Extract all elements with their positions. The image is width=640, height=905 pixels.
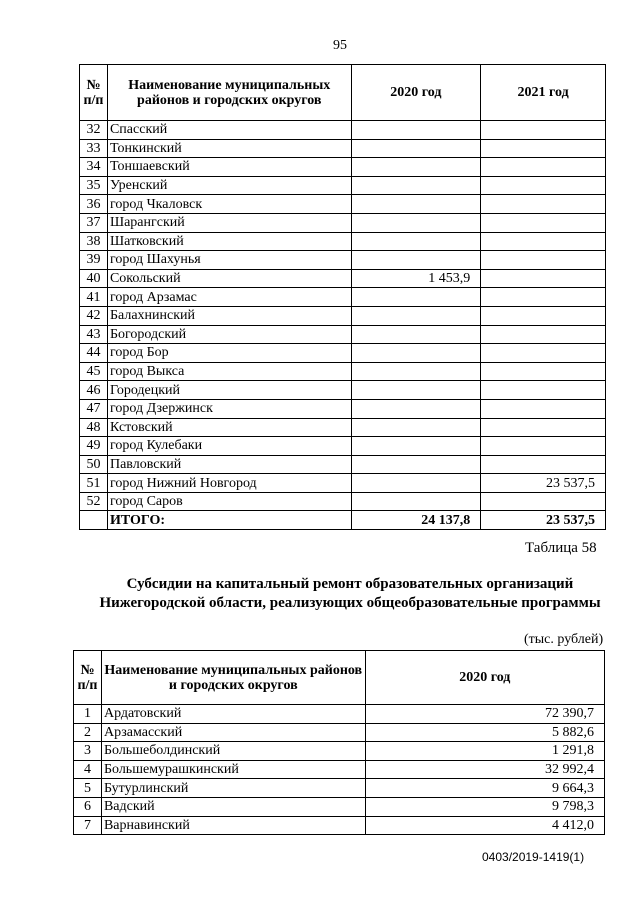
row-number: 45 [80,362,108,381]
value-2020 [351,362,481,381]
title-line-1: Субсидии на капитальный ремонт образовательных организаций [126,576,574,592]
row-number: 43 [80,325,108,344]
row-number: 41 [80,288,108,307]
value-2020 [351,418,481,437]
municipality-name: город Шахунья [107,251,351,270]
header-2020: 2020 год [365,651,604,705]
total-row [80,511,606,530]
value-2021 [481,399,606,418]
table-row [80,418,606,437]
row-number: 38 [80,232,108,251]
value-2021 [481,139,606,158]
table-row [80,288,606,307]
value-2020 [351,306,481,325]
row-number: 50 [80,455,108,474]
row-number: 1 [74,705,102,724]
value-2021 [481,344,606,363]
table-row [74,742,605,761]
municipality-name: Ардатовский [101,705,365,724]
value-2021 [481,325,606,344]
municipality-name: город Дзержинск [107,399,351,418]
value-2020 [351,344,481,363]
row-number: 4 [74,760,102,779]
value-2020 [351,492,481,511]
value-2020 [351,381,481,400]
value-2020 [351,325,481,344]
municipality-name: город Выкса [107,362,351,381]
value-2020 [351,195,481,214]
subsidy-table-2 [73,650,605,835]
municipality-name: Кстовский [107,418,351,437]
municipality-name: город Чкаловск [107,195,351,214]
table-row [80,232,606,251]
row-number: 37 [80,213,108,232]
header-name: Наименование муниципальных районов и городских округов [107,65,351,121]
table-row [80,325,606,344]
municipality-name: Шатковский [107,232,351,251]
value-2020 [351,121,481,140]
value-2021 [481,232,606,251]
table-row [80,362,606,381]
row-number: 44 [80,344,108,363]
table-row [80,251,606,270]
row-number: 51 [80,474,108,493]
row-number: 49 [80,437,108,456]
row-number: 3 [74,742,102,761]
row-number: 32 [80,121,108,140]
value-2020 [351,474,481,493]
value-2021 [481,176,606,195]
municipality-name: город Кулебаки [107,437,351,456]
value-2021 [481,437,606,456]
value-2020 [351,399,481,418]
value-2020: 5 882,6 [365,723,604,742]
value-2020: 1 291,8 [365,742,604,761]
municipality-name: Варнавинский [101,816,365,835]
value-2021 [481,306,606,325]
header-2021: 2021 год [481,65,606,121]
value-2020 [351,288,481,307]
row-number: 6 [74,797,102,816]
table-row [80,306,606,325]
header-2020: 2020 год [351,65,481,121]
value-2020: 9 798,3 [365,797,604,816]
subsidy-table-1 [79,64,606,530]
municipality-name: город Арзамас [107,288,351,307]
value-2020 [351,251,481,270]
row-number: 52 [80,492,108,511]
units-label: (тыс. рублей) [524,632,604,647]
municipality-name: Сокольский [107,269,351,288]
table-row [80,381,606,400]
row-number: 46 [80,381,108,400]
row-number: 35 [80,176,108,195]
value-2020 [351,176,481,195]
total-label: ИТОГО: [107,511,351,530]
value-2021 [481,121,606,140]
total-num-cell [80,511,108,530]
municipality-name: Павловский [107,455,351,474]
value-2021 [481,288,606,307]
table-row [80,492,606,511]
municipality-name: Тонкинский [107,139,351,158]
table-row [80,344,606,363]
value-2021 [481,269,606,288]
value-2021 [481,195,606,214]
value-2021 [481,381,606,400]
header-name: Наименование муниципальных районов и городских округов [101,651,365,705]
table-row [80,158,606,177]
table-row [80,121,606,140]
table-row [80,269,606,288]
municipality-name: Бутурлинский [101,779,365,798]
municipality-name: Балахнинский [107,306,351,325]
row-number: 7 [74,816,102,835]
table-label: Таблица 58 [525,540,597,556]
table-row [80,195,606,214]
table-row [74,760,605,779]
municipality-name: Уренский [107,176,351,195]
table-row [74,779,605,798]
title-line-2: Нижегородской области, реализующих общеобразовательные программы [99,595,601,611]
value-2020 [351,437,481,456]
municipality-name: Городецкий [107,381,351,400]
document-code: 0403/2019-1419(1) [482,850,585,864]
value-2021 [481,492,606,511]
value-2020: 72 390,7 [365,705,604,724]
value-2021 [481,213,606,232]
header-num: № п/п [74,651,102,705]
value-2021 [481,418,606,437]
value-2020 [351,455,481,474]
value-2020: 32 992,4 [365,760,604,779]
value-2020 [351,213,481,232]
row-number: 36 [80,195,108,214]
value-2021: 23 537,5 [481,474,606,493]
row-number: 39 [80,251,108,270]
table-row [74,816,605,835]
value-2021 [481,362,606,381]
table-row [80,455,606,474]
row-number: 42 [80,306,108,325]
total-2020: 24 137,8 [351,511,481,530]
row-number: 47 [80,399,108,418]
row-number: 34 [80,158,108,177]
row-number: 33 [80,139,108,158]
section-title [40,575,640,613]
total-2021: 23 537,5 [481,511,606,530]
table-row [80,139,606,158]
municipality-name: Вадский [101,797,365,816]
municipality-name: Большемурашкинский [101,760,365,779]
municipality-name: Спасский [107,121,351,140]
table-row [80,176,606,195]
row-number: 5 [74,779,102,798]
table-row [74,723,605,742]
table-row [80,474,606,493]
value-2020: 4 412,0 [365,816,604,835]
table-row [80,399,606,418]
municipality-name: город Нижний Новгород [107,474,351,493]
municipality-name: Арзамасский [101,723,365,742]
value-2020: 9 664,3 [365,779,604,798]
value-2020 [351,139,481,158]
table-row [80,437,606,456]
row-number: 2 [74,723,102,742]
page-number: 95 [333,38,347,53]
municipality-name: Большеболдинский [101,742,365,761]
table-row [74,705,605,724]
value-2020 [351,158,481,177]
value-2021 [481,251,606,270]
table-row [80,213,606,232]
value-2020 [351,232,481,251]
table-row [74,797,605,816]
value-2021 [481,158,606,177]
municipality-name: Тоншаевский [107,158,351,177]
header-num: № п/п [80,65,108,121]
row-number: 48 [80,418,108,437]
municipality-name: Шарангский [107,213,351,232]
municipality-name: Богородский [107,325,351,344]
municipality-name: город Бор [107,344,351,363]
municipality-name: город Саров [107,492,351,511]
row-number: 40 [80,269,108,288]
value-2020: 1 453,9 [351,269,481,288]
value-2021 [481,455,606,474]
